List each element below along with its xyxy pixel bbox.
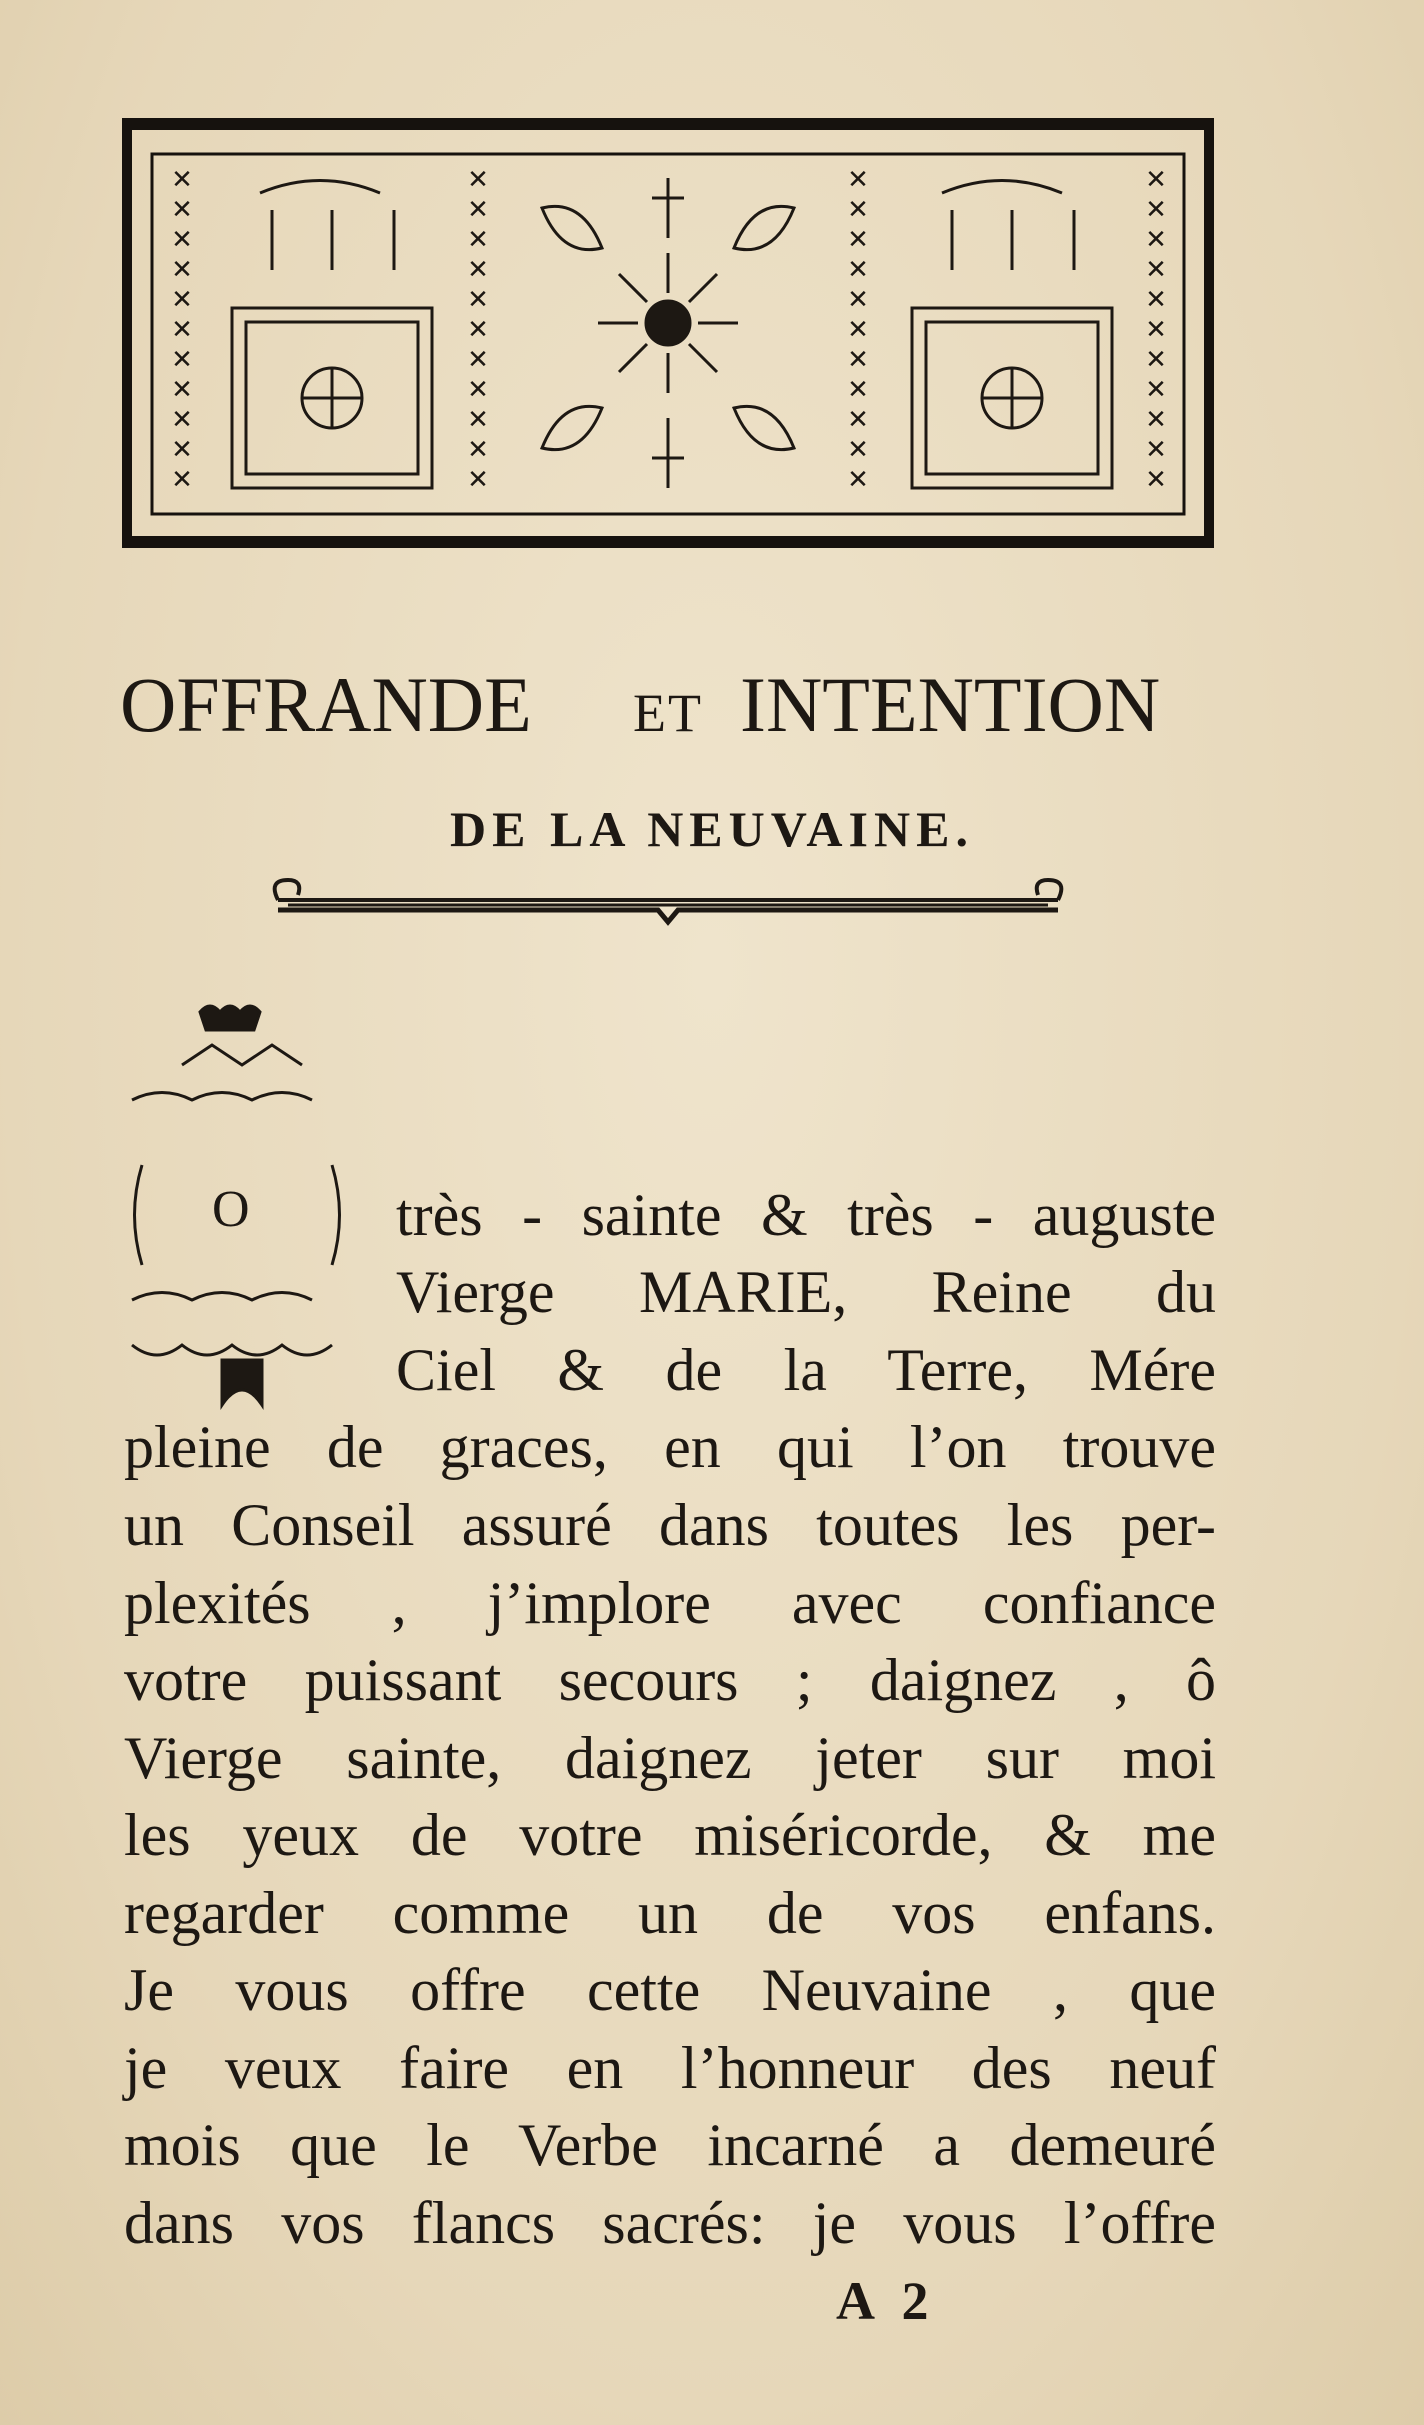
text-line: Je vous offre cette Neuvaine , que bbox=[124, 1957, 1216, 2023]
svg-text:✕: ✕ bbox=[467, 315, 489, 345]
svg-text:✕: ✕ bbox=[171, 345, 193, 375]
svg-text:✕: ✕ bbox=[171, 165, 193, 195]
svg-text:✕: ✕ bbox=[171, 195, 193, 225]
svg-text:✕: ✕ bbox=[171, 285, 193, 315]
svg-text:✕: ✕ bbox=[1145, 375, 1167, 405]
text-line: dans vos flancs sacrés: je vous l’offre bbox=[124, 2190, 1216, 2256]
svg-text:✕: ✕ bbox=[467, 465, 489, 495]
svg-text:✕: ✕ bbox=[467, 255, 489, 285]
svg-text:✕: ✕ bbox=[1145, 405, 1167, 435]
svg-text:✕: ✕ bbox=[1145, 315, 1167, 345]
text-line: regarder comme un de vos enfans. bbox=[124, 1880, 1216, 1946]
text-line: votre puissant secours ; daignez , ô bbox=[124, 1647, 1216, 1713]
svg-text:✕: ✕ bbox=[467, 435, 489, 465]
text-line: Vierge MARIE, Reine du bbox=[396, 1259, 1216, 1325]
svg-text:✕: ✕ bbox=[1145, 435, 1167, 465]
svg-text:✕: ✕ bbox=[847, 465, 869, 495]
svg-text:✕: ✕ bbox=[171, 225, 193, 255]
svg-text:✕: ✕ bbox=[1145, 225, 1167, 255]
svg-text:✕: ✕ bbox=[171, 405, 193, 435]
text-line: pleine de graces, en qui l’on trouve bbox=[124, 1414, 1216, 1480]
svg-text:✕: ✕ bbox=[467, 225, 489, 255]
title-part-1: OFFRANDE bbox=[120, 661, 532, 748]
svg-text:✕: ✕ bbox=[1145, 195, 1167, 225]
svg-text:✕: ✕ bbox=[847, 165, 869, 195]
svg-text:✕: ✕ bbox=[171, 255, 193, 285]
svg-text:✕: ✕ bbox=[847, 345, 869, 375]
page-subtitle: DE LA NEUVAINE. bbox=[450, 801, 974, 857]
svg-text:✕: ✕ bbox=[1145, 285, 1167, 315]
svg-text:✕: ✕ bbox=[171, 435, 193, 465]
svg-text:✕: ✕ bbox=[171, 465, 193, 495]
svg-text:✕: ✕ bbox=[847, 285, 869, 315]
svg-text:✕: ✕ bbox=[467, 375, 489, 405]
svg-text:✕: ✕ bbox=[1145, 465, 1167, 495]
svg-text:✕: ✕ bbox=[847, 375, 869, 405]
svg-text:✕: ✕ bbox=[171, 315, 193, 345]
text-line: Ciel & de la Terre, Mére bbox=[396, 1337, 1216, 1403]
svg-text:✕: ✕ bbox=[1145, 255, 1167, 285]
svg-text:✕: ✕ bbox=[467, 345, 489, 375]
svg-text:✕: ✕ bbox=[847, 435, 869, 465]
svg-text:✕: ✕ bbox=[467, 165, 489, 195]
svg-text:✕: ✕ bbox=[847, 195, 869, 225]
svg-text:✕: ✕ bbox=[467, 405, 489, 435]
svg-text:✕: ✕ bbox=[467, 285, 489, 315]
svg-text:✕: ✕ bbox=[1145, 165, 1167, 195]
signature-mark: A 2 bbox=[836, 2271, 937, 2331]
svg-text:✕: ✕ bbox=[847, 315, 869, 345]
text-line: Vierge sainte, daignez jeter sur moi bbox=[124, 1725, 1216, 1791]
text-line: je veux faire en l’honneur des neuf bbox=[124, 2035, 1216, 2101]
svg-text:✕: ✕ bbox=[1145, 345, 1167, 375]
text-line: un Conseil assuré dans toutes les per- bbox=[124, 1492, 1216, 1558]
title-part-2: ET bbox=[633, 683, 703, 743]
svg-text:✕: ✕ bbox=[847, 405, 869, 435]
svg-text:✕: ✕ bbox=[171, 375, 193, 405]
svg-text:✕: ✕ bbox=[847, 225, 869, 255]
text-line: très - sainte & très - auguste bbox=[396, 1182, 1216, 1248]
text-line: plexités , j’implore avec confiance bbox=[124, 1570, 1216, 1636]
drop-cap-letter: O bbox=[212, 1181, 250, 1238]
title-part-3: INTENTION bbox=[740, 661, 1161, 748]
svg-text:✕: ✕ bbox=[847, 255, 869, 285]
text-line: les yeux de votre miséricorde, & me bbox=[124, 1802, 1216, 1868]
text-line: mois que le Verbe incarné a demeuré bbox=[124, 2112, 1216, 2178]
svg-text:✕: ✕ bbox=[467, 195, 489, 225]
